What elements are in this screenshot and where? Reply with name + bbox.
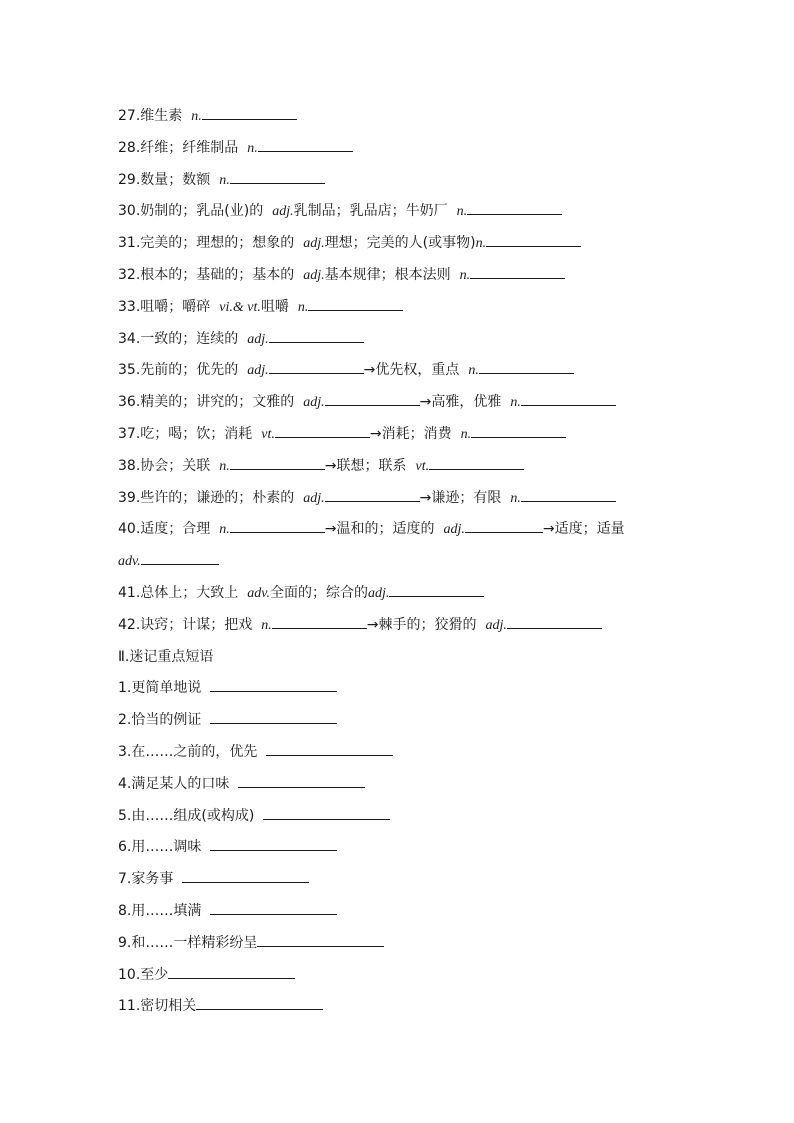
item-number: 42. bbox=[118, 616, 141, 633]
part-of-speech: n. bbox=[247, 140, 258, 156]
item-number: 1. bbox=[118, 680, 132, 697]
item-number: 8. bbox=[118, 902, 132, 919]
item-text: 咀嚼；嚼碎 bbox=[140, 298, 211, 315]
part-of-speech: adj. bbox=[272, 204, 294, 220]
phrase-text: 恰当的例证 bbox=[131, 712, 202, 729]
answer-blank[interactable] bbox=[308, 296, 403, 311]
answer-blank[interactable] bbox=[230, 169, 325, 184]
item-text: →棘手的；狡猾的 bbox=[366, 616, 477, 633]
phrase-text: 用……填满 bbox=[131, 902, 202, 919]
item-text: 些许的；谦逊的；朴素的 bbox=[140, 489, 295, 506]
answer-blank[interactable] bbox=[467, 200, 562, 215]
phrase-item bbox=[118, 769, 718, 801]
vocab-item bbox=[118, 451, 718, 483]
part-of-speech: adj. bbox=[247, 331, 269, 347]
phrase-item bbox=[118, 896, 718, 928]
vocab-item bbox=[118, 196, 718, 228]
item-number: 31. bbox=[118, 235, 141, 252]
answer-blank[interactable] bbox=[263, 805, 390, 820]
item-number: 27. bbox=[118, 108, 141, 124]
part-of-speech: n. bbox=[460, 426, 472, 442]
part-of-speech: adj. bbox=[247, 363, 269, 379]
answer-blank[interactable] bbox=[210, 677, 337, 692]
item-text: 纤维；纤维制品 bbox=[140, 139, 239, 156]
vocab-item bbox=[118, 165, 718, 197]
part-of-speech: adj. bbox=[367, 585, 390, 601]
answer-blank[interactable] bbox=[266, 741, 393, 756]
part-of-speech: adj. bbox=[303, 267, 325, 283]
phrase-text: 至少 bbox=[140, 966, 169, 983]
phrase-item bbox=[118, 673, 718, 705]
answer-blank[interactable] bbox=[507, 614, 602, 629]
item-number: 30. bbox=[118, 203, 141, 220]
item-number: 11. bbox=[118, 998, 141, 1015]
part-of-speech: vt. bbox=[261, 426, 275, 442]
answer-blank[interactable] bbox=[269, 328, 364, 343]
item-number: 34. bbox=[118, 330, 141, 347]
item-number: 33. bbox=[118, 298, 141, 315]
vocab-item bbox=[118, 133, 718, 165]
answer-blank[interactable] bbox=[210, 900, 337, 915]
item-text: 适度；合理 bbox=[140, 521, 211, 538]
phrase-item bbox=[118, 737, 718, 769]
phrase-item bbox=[118, 928, 718, 960]
vocab-item bbox=[118, 578, 718, 610]
item-text: 乳制品；乳品店；牛奶厂 bbox=[293, 203, 448, 220]
answer-blank[interactable] bbox=[210, 836, 337, 851]
answer-blank[interactable] bbox=[471, 423, 566, 438]
phrase-item bbox=[118, 801, 718, 833]
item-number: 9. bbox=[118, 934, 132, 951]
answer-blank[interactable] bbox=[230, 518, 325, 533]
vocab-item bbox=[118, 324, 718, 356]
part-of-speech: adj. bbox=[485, 617, 507, 633]
vocab-item bbox=[118, 260, 718, 292]
answer-blank[interactable] bbox=[325, 391, 420, 406]
item-text: 总体上；大致上 bbox=[140, 584, 239, 601]
worksheet-page bbox=[118, 101, 718, 1023]
part-of-speech: n. bbox=[219, 522, 230, 538]
item-number: 40. bbox=[118, 521, 141, 538]
answer-blank[interactable] bbox=[521, 487, 616, 502]
item-number: 38. bbox=[118, 457, 141, 474]
item-text: →优先权，重点 bbox=[363, 362, 460, 379]
answer-blank[interactable] bbox=[465, 518, 543, 533]
item-number: 10. bbox=[118, 966, 141, 983]
vocab-item bbox=[118, 419, 718, 451]
answer-blank[interactable] bbox=[168, 964, 295, 979]
answer-blank[interactable] bbox=[202, 105, 297, 120]
answer-blank[interactable] bbox=[521, 391, 616, 406]
part-of-speech: n. bbox=[297, 299, 309, 315]
part-of-speech: vi.& vt. bbox=[219, 299, 261, 315]
phrase-list bbox=[118, 673, 718, 1023]
item-text: 维生素 bbox=[140, 108, 183, 124]
answer-blank[interactable] bbox=[196, 995, 323, 1010]
item-number: 35. bbox=[118, 362, 141, 379]
vocab-item bbox=[118, 292, 718, 324]
item-number: 6. bbox=[118, 839, 132, 856]
item-text: 基本规律；根本法则 bbox=[324, 266, 451, 283]
item-text: 诀窍；计谋；把戏 bbox=[140, 616, 253, 633]
item-text: 咀嚼 bbox=[260, 298, 289, 315]
item-text: 数量；数额 bbox=[140, 171, 211, 188]
phrase-text: 密切相关 bbox=[140, 998, 197, 1015]
item-number: 32. bbox=[118, 266, 141, 283]
item-text: 全面的；综合的 bbox=[269, 584, 368, 601]
answer-blank[interactable] bbox=[269, 359, 364, 374]
item-text: 一致的；连续的 bbox=[140, 330, 239, 347]
item-number: 29. bbox=[118, 171, 141, 188]
part-of-speech: adj. bbox=[443, 522, 465, 538]
phrase-text: 在……之前的，优先 bbox=[131, 743, 258, 760]
answer-blank[interactable] bbox=[486, 232, 581, 247]
phrase-text: 家务事 bbox=[131, 871, 174, 888]
item-text: →消耗；消费 bbox=[369, 425, 452, 442]
phrase-text: 和……一样精彩纷呈 bbox=[131, 934, 258, 951]
item-number: 41. bbox=[118, 584, 141, 601]
item-text: 根本的；基础的；基本的 bbox=[140, 266, 295, 283]
part-of-speech: n. bbox=[191, 109, 202, 124]
part-of-speech: n. bbox=[510, 395, 521, 411]
part-of-speech: n. bbox=[468, 363, 479, 379]
part-of-speech: adv. bbox=[118, 554, 141, 570]
phrase-text: 用……调味 bbox=[131, 839, 202, 856]
answer-blank[interactable] bbox=[257, 932, 384, 947]
part-of-speech: n. bbox=[459, 267, 471, 283]
phrase-item bbox=[118, 864, 718, 896]
vocab-item bbox=[118, 101, 718, 133]
item-text: 理想；完美的人(或事物) bbox=[324, 235, 476, 252]
answer-blank[interactable] bbox=[429, 455, 524, 470]
vocab-item bbox=[118, 483, 718, 515]
answer-blank[interactable] bbox=[479, 359, 574, 374]
item-text: →适度；适量 bbox=[542, 521, 625, 538]
vocab-item bbox=[118, 355, 718, 387]
answer-blank[interactable] bbox=[258, 137, 353, 152]
part-of-speech: adj. bbox=[303, 236, 325, 252]
item-text: 吃；喝；饮；消耗 bbox=[140, 425, 253, 442]
answer-blank[interactable] bbox=[470, 264, 565, 279]
vocab-item bbox=[118, 546, 718, 578]
part-of-speech: n. bbox=[456, 204, 468, 220]
item-number: 36. bbox=[118, 394, 141, 411]
answer-blank[interactable] bbox=[182, 868, 309, 883]
part-of-speech: n. bbox=[475, 236, 487, 252]
item-text: 完美的；理想的；想象的 bbox=[140, 235, 295, 252]
answer-blank[interactable] bbox=[210, 709, 337, 724]
answer-blank[interactable] bbox=[141, 550, 219, 565]
vocab-item bbox=[118, 610, 718, 642]
item-number: 28. bbox=[118, 139, 141, 156]
phrase-text: 更简单地说 bbox=[131, 680, 202, 697]
answer-blank[interactable] bbox=[389, 582, 484, 597]
phrase-item bbox=[118, 705, 718, 737]
item-text: →联想；联系 bbox=[324, 457, 407, 474]
part-of-speech: adv. bbox=[247, 585, 270, 601]
vocab-item bbox=[118, 387, 718, 419]
item-number: 37. bbox=[118, 425, 141, 442]
part-of-speech: adj. bbox=[303, 490, 325, 506]
phrase-item bbox=[118, 832, 718, 864]
section-title: Ⅱ.迷记重点短语 bbox=[118, 648, 214, 665]
item-text: →高雅，优雅 bbox=[419, 394, 502, 411]
part-of-speech: n. bbox=[510, 490, 521, 506]
answer-blank[interactable] bbox=[325, 487, 420, 502]
part-of-speech: n. bbox=[261, 617, 272, 633]
item-number: 3. bbox=[118, 743, 132, 760]
item-text: 奶制的；乳品(业)的 bbox=[140, 203, 264, 220]
vocabulary-list bbox=[118, 101, 718, 642]
part-of-speech: n. bbox=[219, 172, 230, 188]
answer-blank[interactable] bbox=[238, 773, 365, 788]
phrase-item bbox=[118, 991, 718, 1023]
item-number: 5. bbox=[118, 807, 132, 824]
item-text: →温和的；适度的 bbox=[324, 521, 435, 538]
part-of-speech: adj. bbox=[303, 395, 325, 411]
item-number: 4. bbox=[118, 775, 132, 792]
answer-blank[interactable] bbox=[275, 423, 370, 438]
part-of-speech: n. bbox=[219, 458, 230, 474]
item-text: 精美的；讲究的；文雅的 bbox=[140, 394, 295, 411]
item-number: 39. bbox=[118, 489, 141, 506]
item-number: 2. bbox=[118, 712, 132, 729]
item-text: 先前的；优先的 bbox=[140, 362, 239, 379]
phrase-item bbox=[118, 960, 718, 992]
vocab-item bbox=[118, 228, 718, 260]
vocab-item bbox=[118, 514, 718, 546]
item-number: 7. bbox=[118, 871, 132, 888]
phrase-text: 由……组成(或构成) bbox=[131, 807, 255, 824]
answer-blank[interactable] bbox=[230, 455, 325, 470]
phrase-text: 满足某人的口味 bbox=[131, 775, 230, 792]
part-of-speech: vt. bbox=[415, 458, 430, 474]
item-text: 协会；关联 bbox=[140, 457, 211, 474]
answer-blank[interactable] bbox=[272, 614, 367, 629]
item-text: →谦逊；有限 bbox=[419, 489, 502, 506]
